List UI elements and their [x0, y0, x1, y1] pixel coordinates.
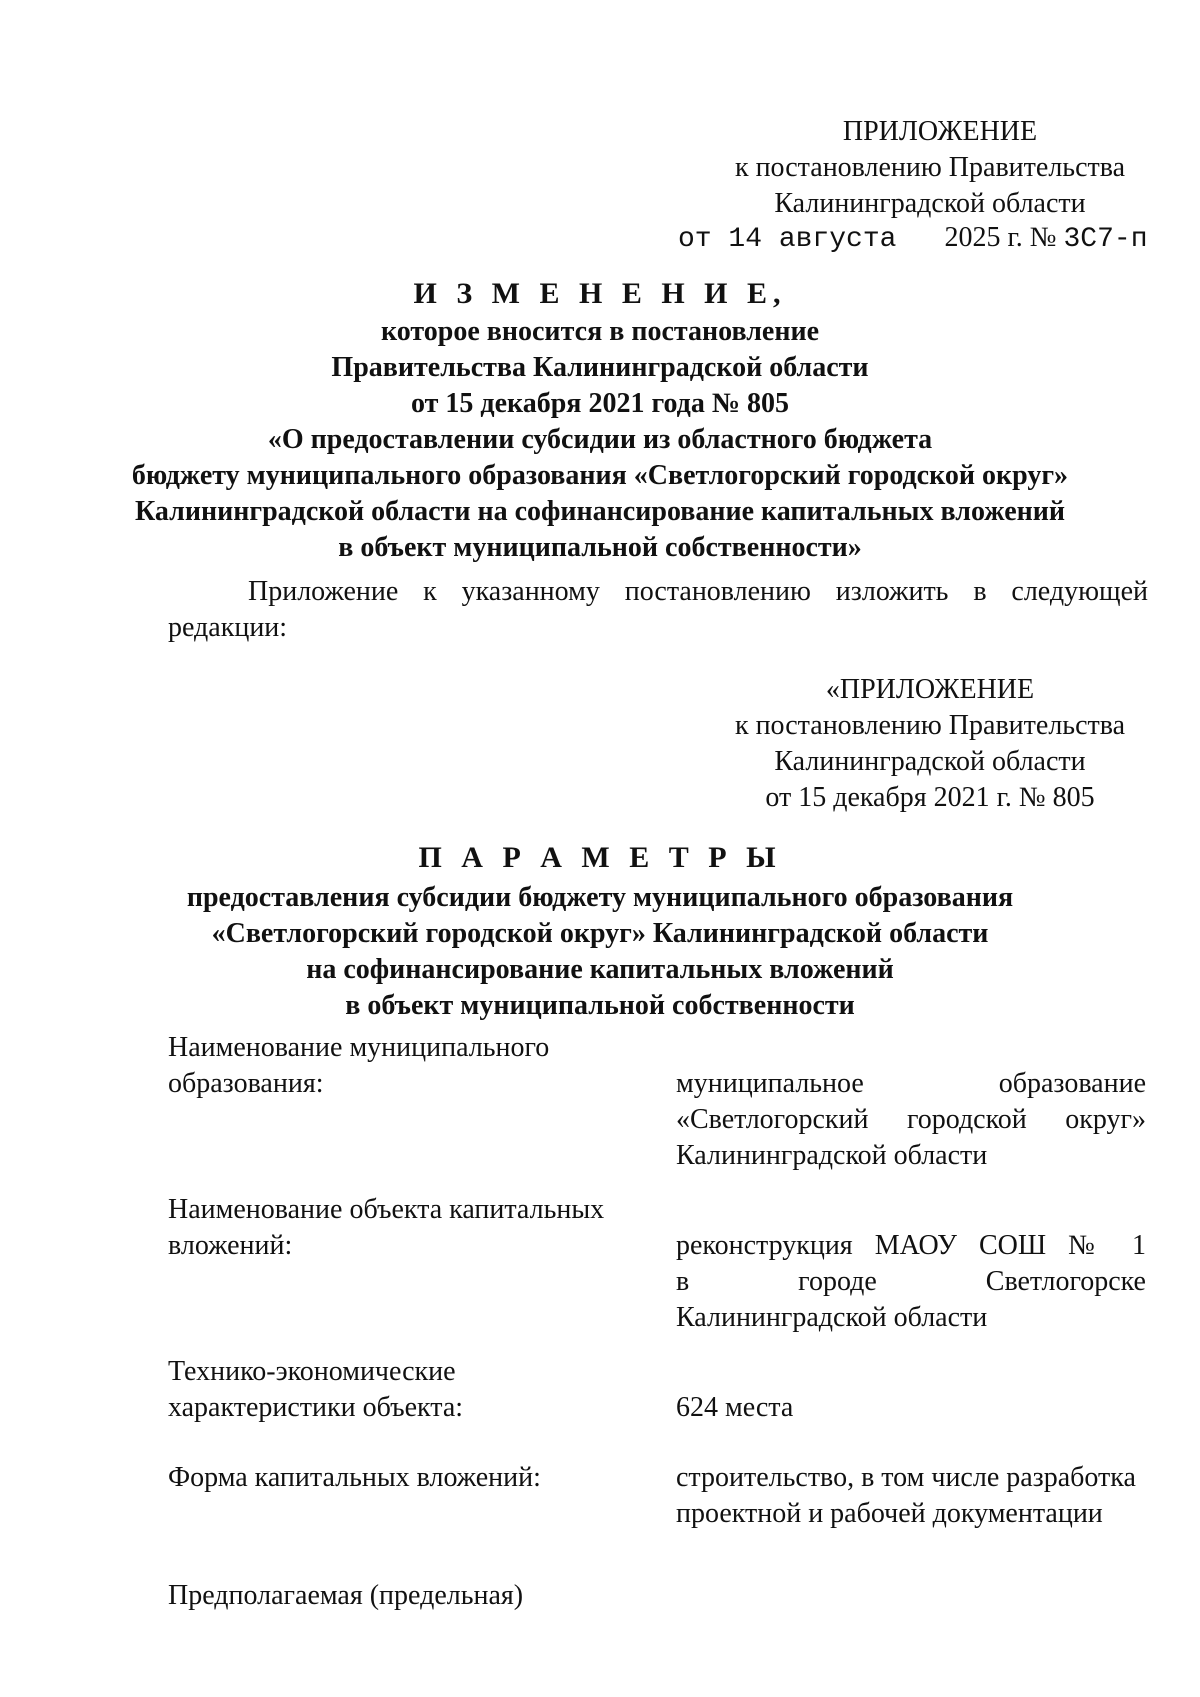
param-label-line: Наименование муниципального — [168, 1032, 550, 1063]
param-label-line: образования: — [168, 1068, 324, 1099]
param-label — [168, 1354, 638, 1426]
appendix-line-2: Калининградской области — [774, 188, 1086, 219]
params-title: П А Р А М Е Т Р Ы — [418, 841, 782, 874]
change-line: Правительства Калининградской области — [331, 352, 869, 383]
change-line: «О предоставлении субсидии из областного бюджета — [267, 424, 933, 455]
param-value-line: Калининградской области — [676, 1302, 988, 1333]
instruction-line-1: Приложение к указанному постановлению изложить в следующей — [248, 576, 1148, 607]
param-value — [676, 1390, 1146, 1426]
nested-appendix-line-1: к постановлению Правительства — [734, 710, 1126, 741]
appendix-title: ПРИЛОЖЕНИЕ — [842, 116, 1038, 147]
param-label — [168, 1030, 638, 1102]
decree-number: 3С7-п — [1063, 224, 1148, 255]
param-label-line: вложений: — [168, 1230, 293, 1261]
param-value-line: в городе Светлогорске — [676, 1266, 1146, 1297]
change-line: в объект муниципальной собственности» — [338, 532, 862, 563]
param-label-line: Технико-экономические — [168, 1356, 456, 1387]
param-value-line: «Светлогорский городской округ» — [676, 1104, 1146, 1135]
params-line: «Светлогорский городской округ» Калининградской области — [211, 918, 989, 949]
param-value — [676, 1228, 1146, 1336]
change-line: которое вносится в постановление — [380, 316, 820, 347]
param-value-line: строительство, в том числе разработка — [676, 1462, 1136, 1493]
param-value-line: проектной и рабочей документации — [676, 1498, 1103, 1529]
appendix-line-1: к постановлению Правительства — [734, 152, 1126, 183]
param-label-line: характеристики объекта: — [168, 1392, 464, 1423]
nested-appendix-line-3: от 15 декабря 2021 г. № 805 — [765, 782, 1095, 813]
change-line: от 15 декабря 2021 года № 805 — [411, 388, 789, 419]
param-label-line: Наименование объекта капитальных — [168, 1194, 605, 1225]
change-line: Калининградской области на софинансирование капитальных вложений — [134, 496, 1066, 527]
param-label-line: Форма капитальных вложений: — [168, 1462, 541, 1493]
change-line: бюджету муниципального образования «Светлогорский городской округ» — [131, 460, 1069, 491]
instruction-paragraph — [168, 574, 1148, 646]
param-value-line: муниципальное образование — [676, 1068, 1146, 1099]
params-line: предоставления субсидии бюджету муниципального образования — [186, 882, 1014, 913]
appendix-date-line — [678, 220, 1178, 258]
param-value — [676, 1460, 1146, 1532]
params-body — [60, 880, 1140, 1024]
param-label — [168, 1460, 638, 1496]
nested-appendix-title: «ПРИЛОЖЕНИЕ — [825, 674, 1035, 705]
date-year-number: 2025 г. № — [944, 222, 1057, 253]
change-body — [60, 314, 1140, 566]
nested-appendix-line-2: Калининградской области — [774, 746, 1086, 777]
param-value-line: реконструкция МАОУ СОШ № 1 — [676, 1230, 1146, 1261]
params-line: на софинансирование капитальных вложений — [306, 954, 894, 985]
param-label — [168, 1578, 638, 1614]
instruction-line-2: редакции: — [168, 612, 288, 643]
param-value — [676, 1066, 1146, 1174]
param-label — [168, 1192, 638, 1264]
date-handwritten: от 14 августа — [678, 224, 897, 255]
change-title: И З М Е Н Е Н И Е, — [413, 277, 787, 310]
param-label-line: Предполагаемая (предельная) — [168, 1580, 524, 1611]
param-value-line: Калининградской области — [676, 1140, 988, 1171]
params-line: в объект муниципальной собственности — [345, 990, 855, 1021]
param-value-line: 624 места — [676, 1392, 794, 1423]
